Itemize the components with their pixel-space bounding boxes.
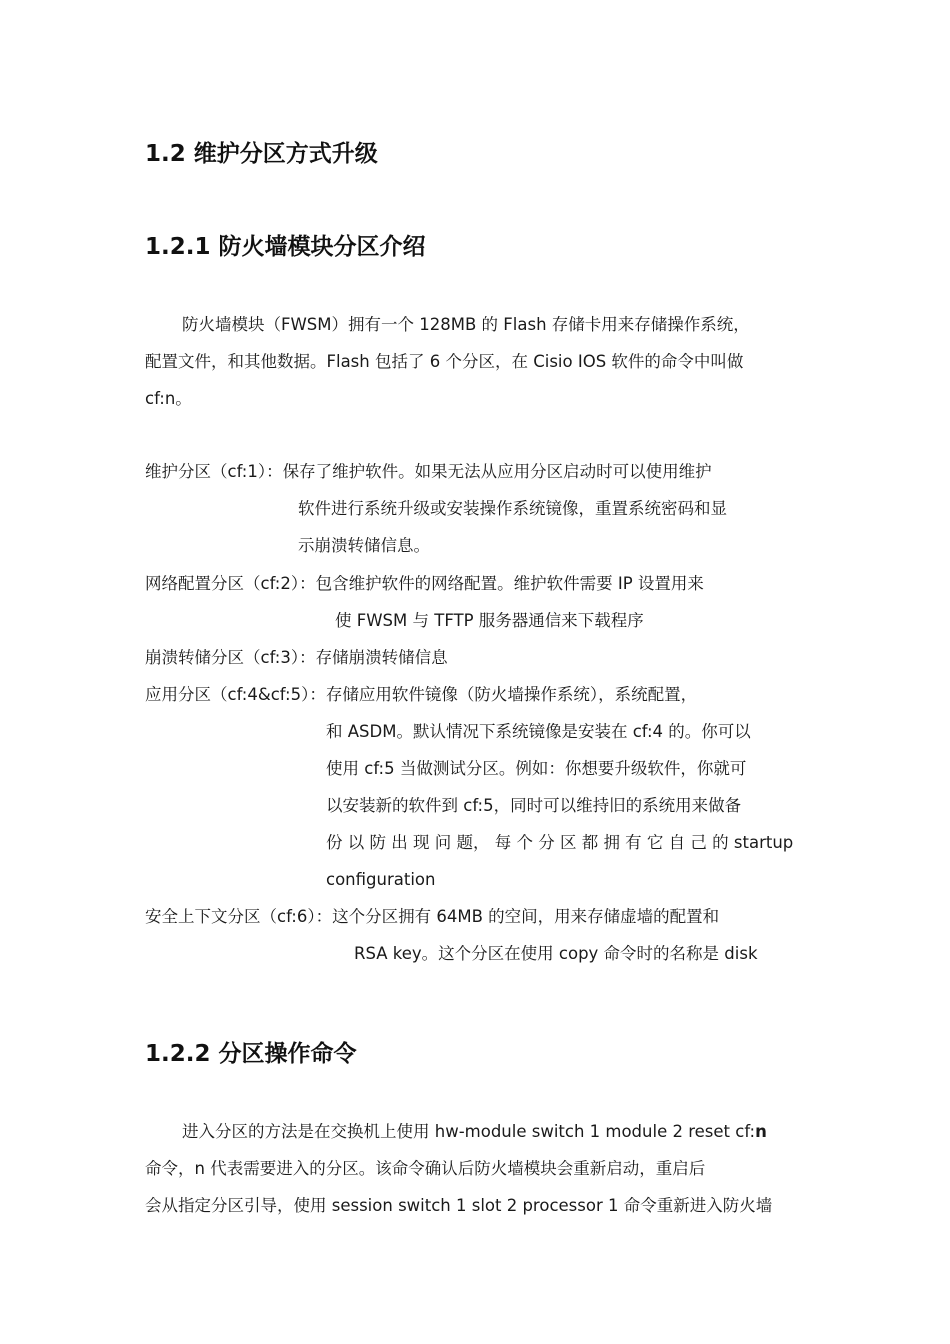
partition-application <box>145 676 807 898</box>
subsection-heading-partition-intro: 1.2.1 防火墙模块分区介绍 <box>145 234 426 260</box>
partition-desc-line: 这个分区拥有 64MB 的空间，用来存储虚墙的配置和 <box>332 907 720 926</box>
intro-line: cf:n。 <box>145 389 192 408</box>
partition-desc-line: 包含维护软件的网络配置。维护软件需要 IP 设置用来 <box>315 574 704 593</box>
partition-term: 维护分区（cf:1）： <box>145 462 283 481</box>
partition-maintenance <box>145 453 807 564</box>
partition-desc-line: 存储崩溃转储信息 <box>315 648 448 667</box>
commands-paragraph <box>145 1113 807 1224</box>
partition-desc-line: configuration <box>326 870 436 889</box>
partition-desc-line: 示崩溃转储信息。 <box>298 536 430 555</box>
section-heading: 1.2 维护分区方式升级 <box>145 141 378 167</box>
partition-desc-line: RSA key。这个分区在使用 copy 命令时的名称是 disk <box>354 944 758 963</box>
intro-line: 配置文件，和其他数据。Flash 包括了 6 个分区，在 Cisio IOS 软件的命令中叫做 <box>145 352 744 371</box>
partition-crash-dump <box>145 639 807 676</box>
commands-line: 进入分区的方法是在交换机上使用 hw-module switch 1 module 2 reset cf: <box>182 1122 756 1141</box>
partition-desc-line: 软件进行系统升级或安装操作系统镜像，重置系统密码和显 <box>298 499 727 518</box>
commands-line: 命令，n 代表需要进入的分区。该命令确认后防火墙模块会重新启动，重启后 <box>145 1159 706 1178</box>
partition-desc-line: 使用 cf:5 当做测试分区。例如：你想要升级软件，你就可 <box>326 759 747 778</box>
partition-term: 崩溃转储分区（cf:3）： <box>145 648 316 667</box>
subsection-heading-partition-commands: 1.2.2 分区操作命令 <box>145 1041 357 1067</box>
partition-desc-line: 存储应用软件镜像（防火墙操作系统），系统配置， <box>325 685 698 704</box>
partition-term: 安全上下文分区（cf:6）： <box>145 907 333 926</box>
partition-desc-line: 保存了维护软件。如果无法从应用分区启动时可以使用维护 <box>282 462 712 481</box>
intro-paragraph <box>145 306 807 417</box>
partition-desc-line: 和 ASDM。默认情况下系统镜像是安装在 cf:4 的。你可以 <box>326 722 751 741</box>
commands-line: 会从指定分区引导，使用 session switch 1 slot 2 processor 1 命令重新进入防火墙 <box>145 1196 773 1215</box>
partition-desc-line: 份 以 防 出 现 问 题， 每 个 分 区 都 拥 有 它 自 己 的 startup <box>326 833 794 852</box>
partition-term: 网络配置分区（cf:2）： <box>145 574 316 593</box>
intro-line: 防火墙模块（FWSM）拥有一个 128MB 的 Flash 存储卡用来存储操作系统， <box>182 315 750 334</box>
partition-security-context <box>145 898 807 972</box>
partition-term: 应用分区（cf:4&cf:5）： <box>145 685 326 704</box>
partition-variable: n <box>755 1122 767 1141</box>
partition-desc-line: 以安装新的软件到 cf:5，同时可以维持旧的系统用来做备 <box>326 796 742 815</box>
partition-desc-line: 使 FWSM 与 TFTP 服务器通信来下载程序 <box>335 611 644 630</box>
partition-network-config <box>145 565 807 639</box>
